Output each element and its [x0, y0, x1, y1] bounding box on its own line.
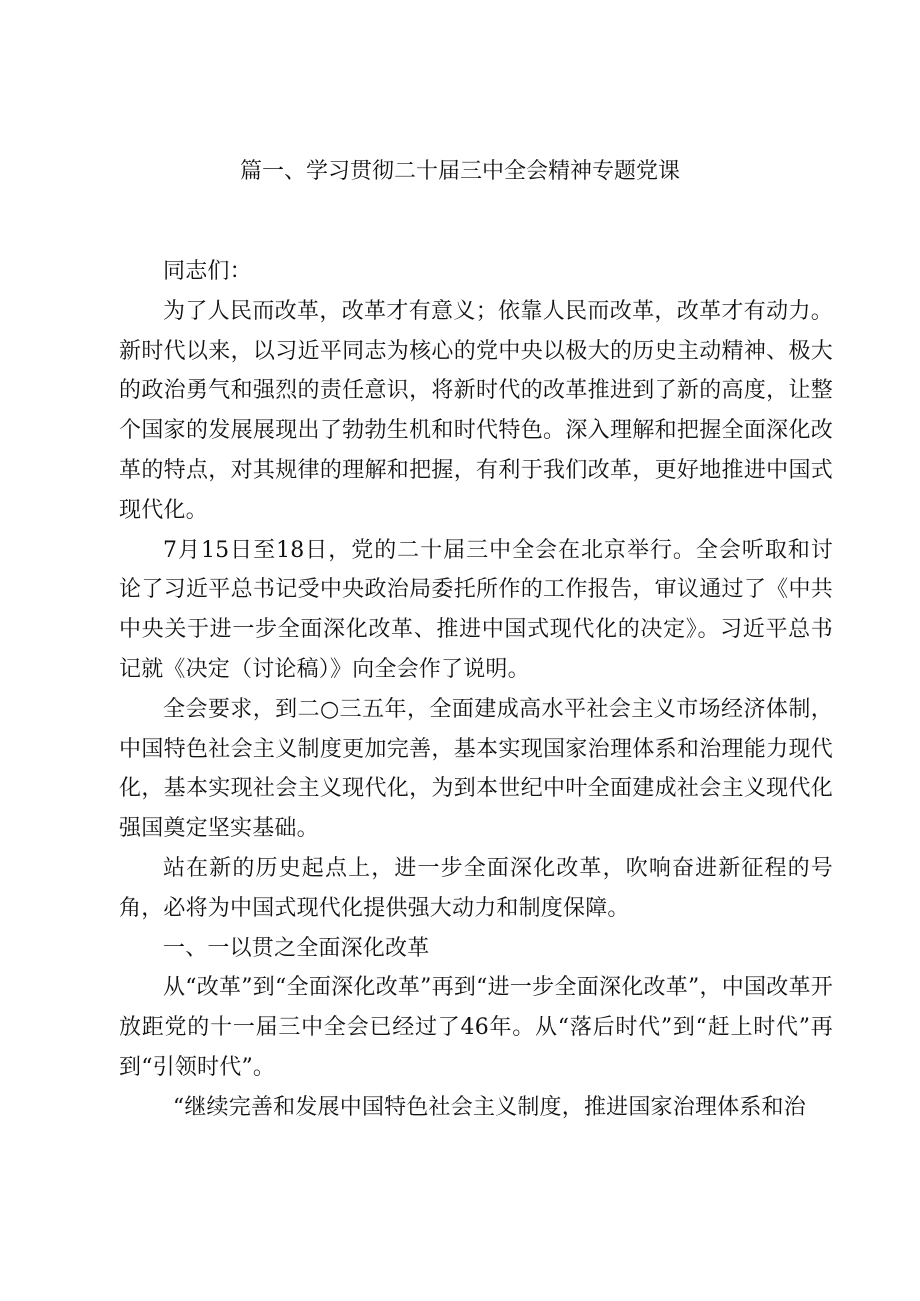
- paragraph-2: 7月15日至18日，党的二十届三中全会在北京举行。全会听取和讨论了习近平总书记受中央政治局委托所作的工作报告，审议通过了《中共中央关于进一步全面深化改革、推进中国式现代化的决定》。习近平总书记就《决定（讨论稿）》向全会作了说明。: [119, 537, 833, 682]
- salutation: 同志们：: [163, 259, 252, 284]
- paragraph-3: 全会要求，到二○三五年，全面建成高水平社会主义市场经济体制，中国特色社会主义制度更加完善，基本实现国家治理体系和治理能力现代化，基本实现社会主义现代化，为到本世纪中叶全面建成社会主义现代化强国奠定坚实基础。: [119, 696, 833, 842]
- section-paragraph-2: “继续完善和发展中国特色社会主义制度，推进国家治理体系和治: [172, 1094, 806, 1120]
- paragraph-1: 为了人民而改革，改革才有意义；依靠人民而改革，改革才有动力。新时代以来，以习近平同志为核心的党中央以极大的历史主动精神、极大的政治勇气和强烈的责任意识，将新时代的改革推进到了新的高度，让整个国家的发展展现出了勃勃生机和时代特色。深入理解和把握全面深化改革的特点，对其规律的理解和把握，有利于我们改革，更好地推进中国式现代化。: [119, 298, 833, 523]
- paragraph-4: 站在新的历史起点上，进一步全面深化改革，吹响奋进新征程的号角，必将为中国式现代化提供强大动力和制度保障。: [119, 855, 833, 921]
- section-heading: 一、一以贯之全面深化改革: [163, 935, 430, 961]
- document-title: 篇一、学习贯彻二十届三中全会精神专题党课: [239, 159, 680, 184]
- section-paragraph-1: 从“改革”到“全面深化改革”再到“进一步全面深化改革”，中国改革开放距党的十一届三中全会已经过了46年。从“落后时代”到“赶上时代”再到“引领时代”。: [119, 975, 833, 1080]
- document-body: [119, 252, 833, 1128]
